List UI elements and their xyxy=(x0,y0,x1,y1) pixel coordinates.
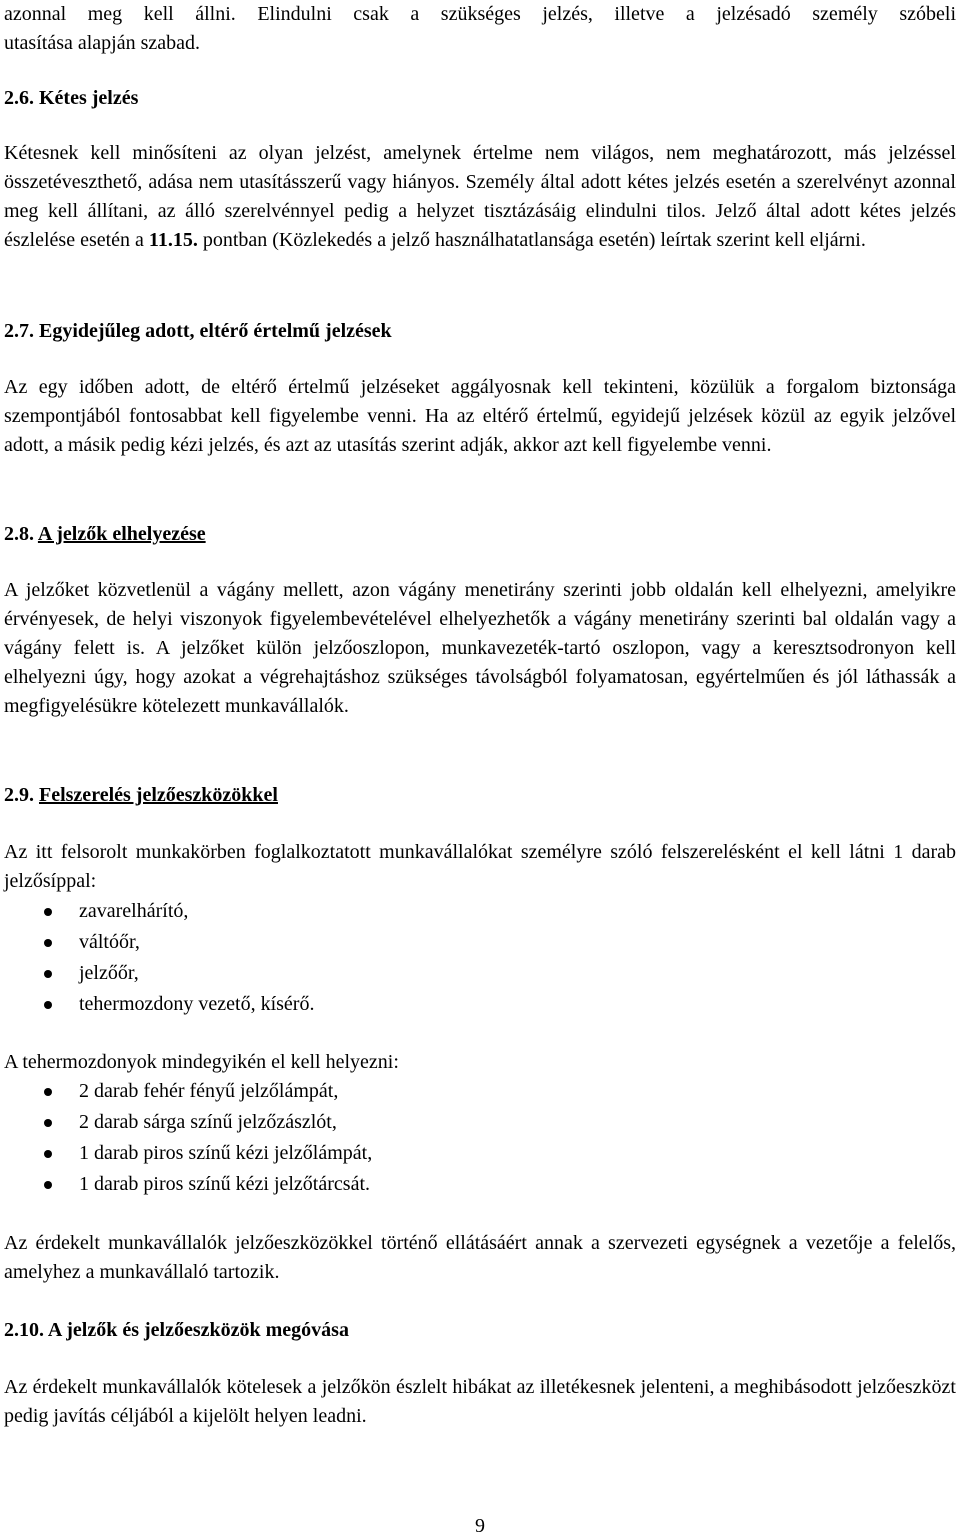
bullet-icon xyxy=(44,1088,52,1096)
section-number: 2.10. xyxy=(4,1319,44,1341)
list-item: jelzőőr, xyxy=(4,958,956,989)
list-item: váltóőr, xyxy=(4,927,956,958)
section-number: 2.8. xyxy=(4,523,34,545)
page-number: 9 xyxy=(475,1515,485,1537)
list-item: 1 darab piros színű kézi jelzőtárcsát. xyxy=(4,1169,956,1200)
section-2-9-intro: Az itt felsorolt munkakörben foglalkoztatott munkavállalókat személyre szóló felszerelésként el kell látni 1 darab jelzősíppal: xyxy=(4,841,956,892)
bullet-icon xyxy=(44,1119,52,1127)
bullet-icon xyxy=(44,1001,52,1009)
list-item: tehermozdony vezető, kísérő. xyxy=(4,989,956,1020)
bullet-icon xyxy=(44,939,52,947)
section-title: Kétes jelzés xyxy=(39,87,139,109)
bullet-icon xyxy=(44,1181,52,1189)
section-2-9-intro-2: A tehermozdonyok mindegyikén el kell helyezni: xyxy=(4,1051,399,1073)
section-2-7-heading xyxy=(4,317,392,346)
list-item: 2 darab sárga színű jelzőzászlót, xyxy=(4,1107,956,1138)
section-2-9-closing: Az érdekelt munkavállalók jelzőeszközökkel történő ellátásáért annak a szervezeti egységnek a vezetője a felelős, amelyhez a munkavállaló tartozik. xyxy=(4,1232,956,1283)
section-2-7-paragraph: Az egy időben adott, de eltérő értelmű jelzéseket aggályosnak kell tekinteni, közülük a forgalom biztonsága szempontjából fontosabbat kell figyelembe venni. Ha az eltérő értelmű, egyidejű jelzések közül az egyik jelzővel adott, a másik pedig kézi jelzés, és azt az utasítás szerint adják, akkor azt kell figyelembe venni. xyxy=(4,376,956,456)
section-title: A jelzők elhelyezése xyxy=(37,523,206,545)
whistle-recipients-list xyxy=(4,896,956,1020)
top-paragraph-line-2: utasítása alapján szabad. xyxy=(4,32,201,54)
section-reference: 11.15. xyxy=(148,229,198,251)
bullet-icon xyxy=(44,970,52,978)
section-2-9-heading xyxy=(4,781,278,810)
section-2-10-paragraph: Az érdekelt munkavállalók kötelesek a jelzőkön észlelt hibákat az illetékesnek jelenteni, a meghibásodott jelzőeszközt pedig javítás céljából a kijelölt helyen leadni. xyxy=(4,1376,956,1427)
top-paragraph xyxy=(4,0,956,58)
section-2-6-heading xyxy=(4,84,138,113)
locomotive-equipment-list xyxy=(4,1076,956,1200)
section-2-8-heading xyxy=(4,520,206,549)
section-number: 2.9. xyxy=(4,784,34,806)
bullet-icon xyxy=(44,1150,52,1158)
section-title: A jelzők és jelzőeszközök megóvása xyxy=(47,1319,349,1341)
list-item: 2 darab fehér fényű jelzőlámpát, xyxy=(4,1076,956,1107)
top-paragraph-line-1: azonnal meg kell állni. Elindulni csak a szükséges jelzés, illetve a jelzésadó személy szóbeli xyxy=(4,3,956,25)
section-title: Felszerelés jelzőeszközökkel xyxy=(39,784,278,806)
section-number: 2.6. xyxy=(4,87,34,109)
section-2-10-heading xyxy=(4,1316,349,1345)
list-item: zavarelhárító, xyxy=(4,896,956,927)
list-item: 1 darab piros színű kézi jelzőlámpát, xyxy=(4,1138,956,1169)
section-title: Egyidejűleg adott, eltérő értelmű jelzések xyxy=(39,320,392,342)
section-2-8-paragraph: A jelzőket közvetlenül a vágány mellett, azon vágány menetirány szerinti jobb oldalán kell elhelyezni, amelyikre érvényesek, de helyi viszonyok figyelembevételével elhelyezhetők a vágány menetirány szerinti bal oldalán vagy a vágány felett is. A jelzőket külön jelzőoszlopon, munkavezeték-tartó oszlopon, vagy a keresztsodronyon kell elhelyezni úgy, hogy azokat a végrehajtáshoz szükséges távolságból folyamatosan, egyértelműen és jól láthassák a megfigyelésükre kötelezett munkavállalók. xyxy=(4,579,956,717)
section-number: 2.7. xyxy=(4,320,34,342)
bullet-icon xyxy=(44,908,52,916)
section-2-6-paragraph: Kétesnek kell minősíteni az olyan jelzést, amelynek értelme nem világos, nem meghatározott, más jelzéssel összetéveszthető, adása nem utasításszerű vagy hiányos. Személy által adott kétes jelzés esetén a szerelvényt azonnal meg kell állítani, az álló szerelvénnyel pedig a helyzet tisztázásáig elindulni tilos. Jelző által adott kétes jelzés észlelése esetén a 11.15. pontban (Közlekedés a jelző használhatatlansága esetén) leírtak szerint kell eljárni. xyxy=(4,142,956,251)
